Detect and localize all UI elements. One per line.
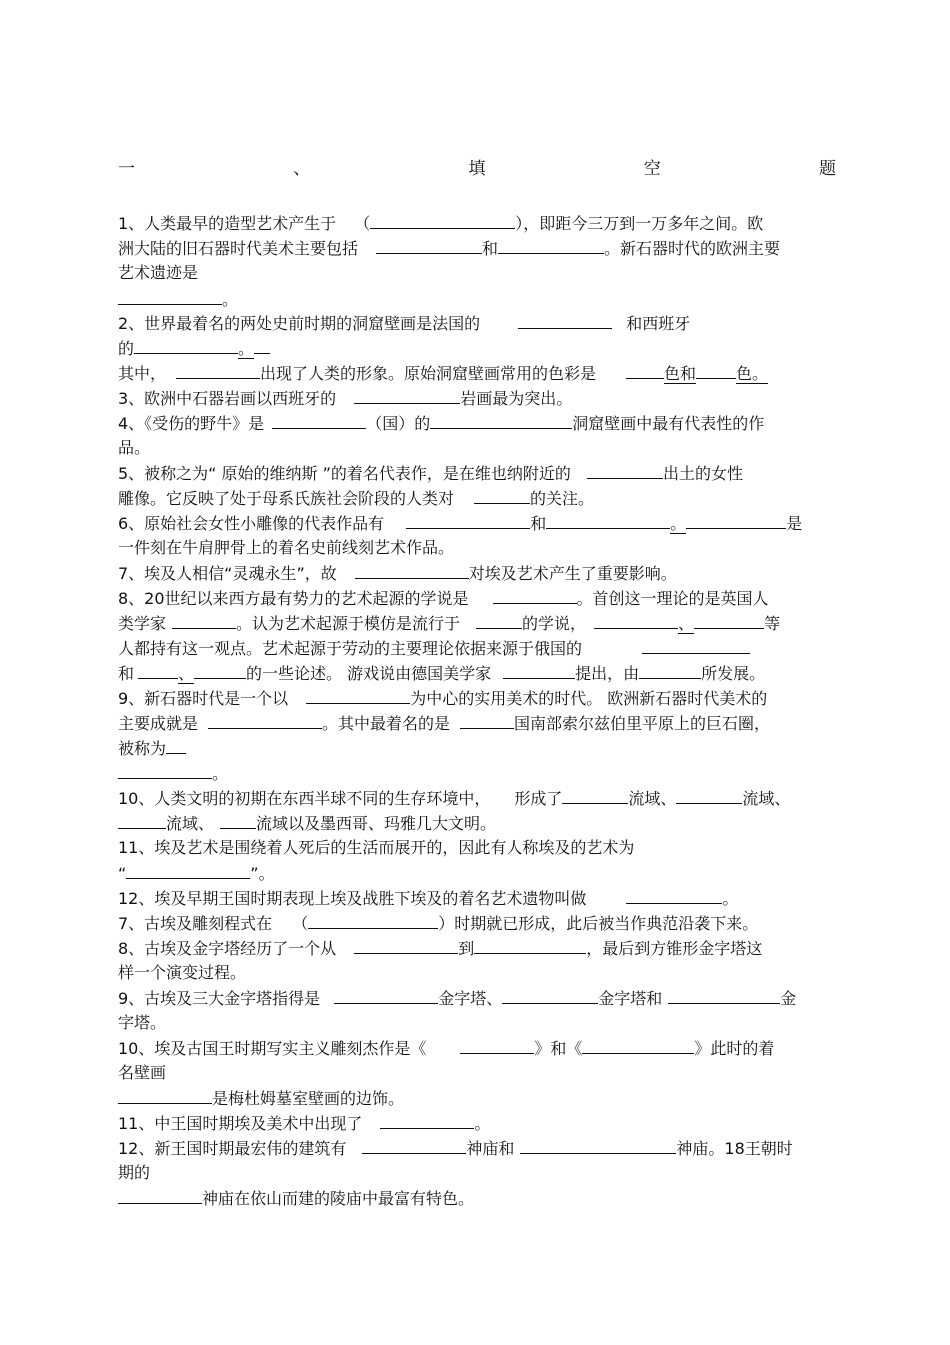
question-line: 类学家 。认为艺术起源于模仿是流行于 的学说， 、 等 bbox=[118, 611, 838, 635]
answer-blank[interactable] bbox=[639, 661, 701, 679]
question-line: 艺术遗迹是 bbox=[118, 263, 199, 282]
question-line: 其中， 出现了人类的形象。原始洞窟壁画常用的色彩是 色和 色。 bbox=[118, 361, 838, 385]
answer-blank[interactable] bbox=[460, 1036, 534, 1054]
answer-blank[interactable] bbox=[502, 986, 598, 1004]
heading-char: 填 bbox=[468, 158, 486, 179]
answer-blank[interactable] bbox=[668, 986, 780, 1004]
answer-blank[interactable] bbox=[474, 486, 530, 504]
answer-blank[interactable] bbox=[594, 611, 678, 629]
answer-blank[interactable] bbox=[626, 361, 664, 379]
answer-blank[interactable] bbox=[334, 986, 438, 1004]
question-line: 7、古埃及雕刻程式在 （ ）时期就已形成，此后被当作典范沿袭下来。 bbox=[118, 911, 838, 935]
question-line: 洲大陆的旧石器时代美术主要包括 和 。新石器时代的欧洲主要 bbox=[118, 236, 838, 260]
answer-blank[interactable] bbox=[582, 1036, 694, 1054]
question-line: 9、新石器时代是一个以 为中心的实用美术的时代。 欧洲新石器时代美术的 bbox=[118, 686, 838, 710]
question-line: 4、《受伤的野牛》是 （国）的 洞窟壁画中最有代表性的作 bbox=[118, 411, 838, 435]
question-line: 8、古埃及金字塔经历了一个从 到 ，最后到方锥形金字塔这 bbox=[118, 936, 838, 960]
answer-blank[interactable] bbox=[118, 1086, 212, 1104]
question-line: 人都持有这一观点。艺术起源于劳动的主要理论依据来源于俄国的 bbox=[118, 636, 838, 660]
answer-blank[interactable] bbox=[676, 786, 742, 804]
question-line: 5、被称之为“ 原始的维纳斯 ”的着名代表作，是在维也纳附近的 出土的女性 bbox=[118, 461, 838, 485]
answer-blank[interactable] bbox=[118, 1186, 202, 1204]
answer-blank[interactable] bbox=[134, 336, 238, 354]
answer-blank[interactable] bbox=[696, 361, 736, 379]
question-line: 10、人类文明的初期在东西半球不同的生存环境中， 形成了 流域、 流域、 bbox=[118, 786, 838, 810]
question-line: 12、埃及早期王国时期表现上埃及战胜下埃及的着名艺术遗物叫做 。 bbox=[118, 886, 838, 910]
answer-blank[interactable] bbox=[546, 511, 670, 529]
answer-blank[interactable] bbox=[474, 936, 586, 954]
heading-char: 、 bbox=[293, 158, 311, 179]
section-heading bbox=[118, 152, 836, 180]
answer-blank[interactable] bbox=[380, 1111, 474, 1129]
question-line: 是梅杜姆墓室壁画的边饰。 bbox=[118, 1086, 838, 1110]
question-line: 3、欧洲中石器岩画以西班牙的 岩画最为突出。 bbox=[118, 386, 838, 410]
question-line: 11、中王国时期埃及美术中出现了 。 bbox=[118, 1111, 838, 1135]
question-line: 7、埃及人相信“灵魂永生”，故 对埃及艺术产生了重要影响。 bbox=[118, 561, 838, 585]
answer-blank[interactable] bbox=[176, 361, 260, 379]
question-line: 。 bbox=[118, 761, 838, 785]
answer-blank[interactable] bbox=[166, 736, 186, 754]
question-line: 期的 bbox=[118, 1163, 151, 1182]
question-line: 流域、 流域以及墨西哥、玛雅几大文明。 bbox=[118, 811, 838, 835]
question-line: 2、世界最着名的两处史前时期的洞窟壁画是法国的 和西班牙 bbox=[118, 311, 838, 335]
answer-blank[interactable] bbox=[308, 911, 438, 929]
heading-char: 空 bbox=[643, 158, 661, 179]
question-line: 6、原始社会女性小雕像的代表作品有 和 。 是 bbox=[118, 511, 838, 535]
answer-blank[interactable] bbox=[562, 786, 628, 804]
answer-blank[interactable] bbox=[138, 661, 178, 679]
answer-blank[interactable] bbox=[460, 711, 514, 729]
answer-blank[interactable] bbox=[118, 811, 166, 829]
question-line: 12、新王国时期最宏伟的建筑有 神庙和 神庙。18王朝时 bbox=[118, 1136, 838, 1160]
question-line: “ ”。 bbox=[118, 861, 838, 885]
answer-blank[interactable] bbox=[118, 287, 222, 305]
question-line: 和 、 的一些论述。 游戏说由德国美学家 提出，由 所发展。 bbox=[118, 661, 838, 685]
answer-blank[interactable] bbox=[208, 711, 322, 729]
question-line: 名壁画 bbox=[118, 1063, 167, 1082]
answer-blank[interactable] bbox=[355, 561, 469, 579]
answer-blank[interactable] bbox=[118, 761, 212, 779]
heading-char: 题 bbox=[819, 158, 836, 179]
answer-blank[interactable] bbox=[376, 236, 482, 254]
question-line: 9、古埃及三大金字塔指得是 金字塔、 金字塔和 金 bbox=[118, 986, 838, 1010]
answer-blank[interactable] bbox=[354, 936, 458, 954]
answer-blank[interactable] bbox=[172, 611, 236, 629]
question-line: 1、人类最早的造型艺术产生于 （ ），即距今三万到一万多年之间。欧 bbox=[118, 211, 838, 235]
answer-blank[interactable] bbox=[370, 211, 515, 229]
answer-blank[interactable] bbox=[220, 811, 256, 829]
answer-blank[interactable] bbox=[686, 511, 786, 529]
question-line: 神庙在依山而建的陵庙中最富有特色。 bbox=[118, 1186, 838, 1210]
question-line: 品。 bbox=[118, 438, 151, 457]
answer-blank[interactable] bbox=[254, 336, 270, 354]
answer-blank[interactable] bbox=[498, 236, 604, 254]
answer-blank[interactable] bbox=[194, 661, 246, 679]
question-line: 被称为 bbox=[118, 736, 838, 760]
answer-blank[interactable] bbox=[626, 886, 722, 904]
question-line: 雕像。它反映了处于母系氏族社会阶段的人类对 的关注。 bbox=[118, 486, 838, 510]
answer-blank[interactable] bbox=[354, 386, 460, 404]
question-line: 主要成就是 。其中最着名的是 国南部索尔兹伯里平原上的巨石圈， bbox=[118, 711, 838, 735]
question-line: 的 。 bbox=[118, 336, 838, 360]
answer-blank[interactable] bbox=[642, 636, 750, 654]
question-line: 。 bbox=[118, 287, 838, 311]
heading-char: 一 bbox=[118, 158, 135, 179]
answer-blank[interactable] bbox=[476, 611, 522, 629]
question-line: 8、20世纪以来西方最有势力的艺术起源的学说是 。首创这一理论的是英国人 bbox=[118, 586, 838, 610]
answer-blank[interactable] bbox=[694, 611, 764, 629]
answer-blank[interactable] bbox=[520, 1136, 676, 1154]
answer-blank[interactable] bbox=[272, 411, 366, 429]
answer-blank[interactable] bbox=[126, 861, 250, 879]
answer-blank[interactable] bbox=[518, 311, 612, 329]
question-line: 10、埃及古国王时期写实主义雕刻杰作是《 》和《 》此时的着 bbox=[118, 1036, 838, 1060]
answer-blank[interactable] bbox=[587, 461, 663, 479]
question-line: 一件刻在牛肩胛骨上的着名史前线刻艺术作品。 bbox=[118, 538, 455, 557]
answer-blank[interactable] bbox=[362, 1136, 466, 1154]
question-line: 样一个演变过程。 bbox=[118, 963, 247, 982]
answer-blank[interactable] bbox=[306, 686, 410, 704]
answer-blank[interactable] bbox=[430, 411, 572, 429]
question-line: 字塔。 bbox=[118, 1013, 167, 1032]
answer-blank[interactable] bbox=[493, 586, 577, 604]
answer-blank[interactable] bbox=[503, 661, 575, 679]
question-line: 11、埃及艺术是围绕着人死后的生活而展开的，因此有人称埃及的艺术为 bbox=[118, 838, 635, 857]
answer-blank[interactable] bbox=[406, 511, 530, 529]
